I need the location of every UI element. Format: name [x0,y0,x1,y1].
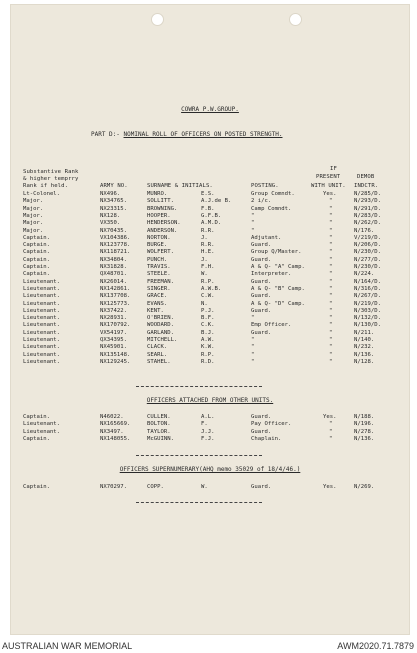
cell-army-no: NX28931. [100,315,127,322]
cell-posting: " [251,358,255,365]
cell-army-no: NX148055. [100,435,131,442]
cell-army-no: NX70297. [100,484,127,490]
document-sheet [10,4,410,635]
cell-posting: 2 i/c. [251,198,272,205]
cell-posting: Guard. [251,307,272,314]
cell-rank: Major. [23,227,44,234]
cell-demob: N/130/D. [354,322,381,329]
cell-surname: O'BRIEN. [147,315,174,322]
cell-initials: K.W. [201,344,215,351]
cell-rank: Captain. [23,234,50,241]
table-row [11,436,409,444]
cell-present: " [329,421,333,428]
cell-posting: Guard. [251,329,272,336]
cell-initials: J. [201,234,208,241]
cell-rank: Lieutenant. [23,278,61,285]
cell-demob: N/232. [354,344,375,351]
cell-army-no: NX26014. [100,278,127,285]
cell-posting: Guard. [251,484,272,490]
table-row [11,359,409,367]
cell-posting: Emp Officer. [251,322,292,329]
cell-army-no: NX45901. [100,344,127,351]
cell-surname: SEARL. [147,351,168,358]
cell-initials: F. [201,421,208,428]
cell-rank: Major. [23,198,44,205]
cell-initials: P.J. [201,307,215,314]
cell-rank: Lieutenant. [23,307,61,314]
cell-present: " [329,351,333,358]
cell-present: " [329,428,333,435]
cell-initials: F.H. [201,264,215,270]
punch-hole-left [151,13,164,26]
cell-posting: A & Q- "A" Camp. [251,264,305,270]
cell-rank: Lt-Colonel. [23,191,61,197]
cell-demob: N/283/D. [354,212,381,219]
cell-surname: BROWNING. [147,205,178,212]
cell-army-no: NX37422. [100,307,127,314]
cell-surname: HOOPER. [147,212,171,219]
cell-posting: Guard. [251,242,272,249]
cell-initials: B.J. [201,329,215,336]
cell-present: " [329,435,333,442]
cell-surname: PUNCH. [147,256,168,263]
cell-surname: SOLLITT. [147,198,174,205]
cell-initials: A.M.D. [201,220,222,227]
cell-present: Yes. [323,191,337,197]
cell-demob: N/206/D. [354,242,381,249]
cell-demob: N/267/D. [354,293,381,300]
cell-demob: V/219/D. [354,234,381,241]
header-posting: POSTING. [251,183,279,189]
cell-rank: Captain. [23,256,50,263]
cell-posting: Pay Officer. [251,421,292,428]
cell-initials: E.S. [201,191,215,197]
cell-demob: N/224. [354,271,375,278]
cell-posting: " [251,227,255,234]
cell-initials: R.D. [201,358,215,365]
attached-heading-text: OFFICERS ATTACHED FROM OTHER UNITS. [146,397,274,404]
cell-present: " [329,300,333,307]
cell-demob: N/285/D. [354,191,381,197]
cell-initials: G.F.B. [201,212,222,219]
cell-surname: SINGER. [147,285,171,292]
cell-rank: Captain. [23,264,50,270]
cell-present: " [329,256,333,263]
cell-surname: McGUINN. [147,435,174,442]
cell-demob: N/211. [354,329,375,336]
cell-rank: Major. [23,212,44,219]
cell-posting: Chaplain. [251,435,282,442]
cell-initials: A.L. [201,414,215,420]
cell-present: " [329,322,333,329]
cell-posting: Interpreter. [251,271,292,278]
cell-demob: N/277/D. [354,256,381,263]
cell-surname: MUNRO. [147,191,168,197]
cell-posting: Camp Comndt. [251,205,292,212]
part-heading-prefix: PART D:- [91,131,120,138]
cell-initials: J.J. [201,428,215,435]
cell-initials: R.P. [201,278,215,285]
cell-rank: Lieutenant. [23,322,61,329]
header-demob-line1: DEMOB [357,174,375,180]
cell-army-no: NX118721. [100,249,131,256]
cell-rank: Lieutenant. [23,285,61,292]
cell-initials: A.J.de B. [201,198,232,205]
cell-demob: N/136. [354,351,375,358]
cell-demob: N/176. [354,227,375,234]
cell-posting: " [251,344,255,351]
cell-surname: WOLFERT. [147,249,174,256]
cell-posting: Guard. [251,278,272,285]
cell-surname: GARLAND. [147,329,174,336]
cell-rank: Lieutenant. [23,344,61,351]
cell-posting: Guard. [251,414,272,420]
header-present-line3: WITH UNIT. [311,183,346,189]
cell-surname: COPP. [147,484,164,490]
cell-demob: N/291/D. [354,205,381,212]
separator-1 [136,386,262,387]
cell-present: " [329,227,333,234]
cell-present: " [329,315,333,322]
cell-posting: Group Comndt. [251,191,295,197]
cell-initials: F.B. [201,205,215,212]
cell-present: " [329,278,333,285]
cell-present: " [329,220,333,227]
cell-demob: N/293/D. [354,198,381,205]
cell-demob: N/316/D. [354,285,381,292]
separator-3 [136,502,262,503]
table-row [11,484,409,492]
cell-initials: H.E. [201,249,215,256]
cell-surname: NORTON. [147,234,171,241]
cell-army-no: NX170792. [100,322,131,329]
cell-initials: R.P. [201,351,215,358]
cell-army-no: NX70435. [100,227,127,234]
cell-rank: Lieutenant. [23,421,61,428]
cell-rank: Captain. [23,249,50,256]
cell-rank: Lieutenant. [23,329,61,336]
cell-initials: W. [201,271,208,278]
cell-present: " [329,285,333,292]
cell-surname: STAHEL. [147,358,171,365]
header-surname: SURNAME & INITIALS. [147,183,213,189]
cell-present: Yes. [323,484,337,490]
cell-demob: N/230/D. [354,264,381,270]
cell-demob: N/196. [354,421,375,428]
cell-initials: B.F. [201,315,215,322]
cell-posting: Guard. [251,256,272,263]
cell-demob: N/188. [354,414,375,420]
cell-surname: CLACK. [147,344,168,351]
cell-demob: N/230/D. [354,249,381,256]
header-rank-line2: & higher temprry [23,176,79,182]
cell-present: " [329,337,333,343]
cell-rank: Captain. [23,271,50,278]
cell-present: " [329,234,333,241]
cell-posting: Adjutant. [251,234,282,241]
cell-present: " [329,212,333,219]
cell-army-no: NX31828. [100,264,127,270]
cell-rank: Lieutenant. [23,337,61,343]
cell-posting: Guard. [251,428,272,435]
header-present-line1: IF [330,166,337,172]
cell-army-no: NX165669. [100,421,131,428]
supernumerary-heading [11,466,409,473]
cell-surname: TRAVIS. [147,264,171,270]
cell-surname: HENDERSON. [147,220,181,227]
archive-footer [0,639,417,653]
cell-surname: ANDERSON. [147,227,178,234]
part-heading [91,131,282,138]
cell-present: " [329,249,333,256]
cell-posting: " [251,212,255,219]
cell-surname: STEELE. [147,271,171,278]
cell-army-no: NX34804. [100,256,127,263]
cell-surname: FREEMAN. [147,278,174,285]
header-demob-line2: INDCTR. [354,183,379,189]
cell-present: " [329,293,333,300]
cell-rank: Lieutenant. [23,358,61,365]
cell-army-no: VX350. [100,220,121,227]
cell-demob: N/278. [354,428,375,435]
cell-present: " [329,242,333,249]
footer-institution: AUSTRALIAN WAR MEMORIAL [2,641,133,651]
cell-initials: C.W. [201,293,215,300]
cell-initials: R.R. [201,227,215,234]
cell-surname: BOLTON. [147,421,171,428]
cell-demob: N/269. [354,484,375,490]
cell-army-no: NX34765. [100,198,127,205]
cell-surname: KENT. [147,307,164,314]
cell-posting: " [251,220,255,227]
cell-army-no: NX123778. [100,242,131,249]
cell-rank: Captain. [23,435,50,442]
cell-army-no: NX129245. [100,358,131,365]
cell-present: " [329,205,333,212]
cell-rank: Captain. [23,414,50,420]
supernumerary-heading-text: OFFICERS SUPERNUMERARY(AHQ memo 35029 of 18/4/46.) [119,466,301,473]
cell-initials: A.W.B. [201,285,222,292]
cell-demob: N/136. [354,435,375,442]
cell-present: " [329,264,333,270]
cell-surname: BURGE. [147,242,168,249]
cell-army-no: N46022. [100,414,124,420]
cell-demob: N/132/D. [354,315,381,322]
cell-army-no: VX54197. [100,329,127,336]
cell-rank: Lieutenant. [23,315,61,322]
cell-present: " [329,358,333,365]
cell-army-no: QX48701. [100,271,127,278]
cell-army-no: QX34395. [100,337,127,343]
cell-rank: Captain. [23,242,50,249]
cell-initials: N. [201,300,208,307]
cell-demob: N/140. [354,337,375,343]
header-rank-line3: Rank if held. [23,183,69,189]
cell-rank: Captain. [23,484,50,490]
cell-present: " [329,271,333,278]
punch-hole-right [289,13,302,26]
cell-demob: N/262/D. [354,220,381,227]
cell-demob: N/128. [354,358,375,365]
cell-present: " [329,198,333,205]
header-rank-line1: Substantive Rank [23,169,79,175]
cell-present: " [329,329,333,336]
cell-present: " [329,307,333,314]
cell-surname: GRACE. [147,293,168,300]
camp-title: COWRA P.W.GROUP. [181,106,239,113]
cell-army-no: NX135148. [100,351,131,358]
cell-army-no: NX125773. [100,300,131,307]
header-present-line2: PRESENT [316,174,341,180]
cell-army-no: NX496. [100,191,121,197]
cell-surname: TAYLOR. [147,428,171,435]
cell-initials: F.J. [201,435,215,442]
separator-2 [136,455,262,456]
cell-posting: A & Q- "B" Camp. [251,285,305,292]
cell-posting: Group Q/Master. [251,249,302,256]
cell-posting: " [251,337,255,343]
cell-rank: Lieutenant. [23,300,61,307]
cell-army-no: NX128. [100,212,121,219]
cell-surname: WOODARD. [147,322,174,329]
cell-rank: Lieutenant. [23,351,61,358]
header-army-no: ARMY NO. [100,183,128,189]
cell-surname: EVANS. [147,300,168,307]
cell-demob: N/219/D. [354,300,381,307]
cell-present: Yes. [323,414,337,420]
cell-surname: CULLEN. [147,414,171,420]
cell-posting: Guard. [251,293,272,300]
cell-posting: " [251,351,255,358]
cell-posting: A & Q- "D" Camp. [251,300,305,307]
cell-rank: Major. [23,205,44,212]
cell-rank: Lieutenant. [23,293,61,300]
cell-army-no: NX137708. [100,293,131,300]
cell-initials: W. [201,484,208,490]
footer-item-id: AWM2020.71.7879 [337,641,414,651]
cell-rank: Major. [23,220,44,227]
cell-rank: Lieutenant. [23,428,61,435]
cell-army-no: VX104386. [100,234,131,241]
cell-posting: " [251,315,255,322]
cell-demob: N/164/D. [354,278,381,285]
cell-initials: J. [201,256,208,263]
cell-initials: R.R. [201,242,215,249]
cell-present: " [329,344,333,351]
cell-army-no: NX3497. [100,428,124,435]
cell-demob: N/303/D. [354,307,381,314]
cell-army-no: NX142861. [100,285,131,292]
cell-surname: MITCHELL. [147,337,178,343]
part-heading-text: NOMINAL ROLL OF OFFICERS ON POSTED STRENGTH. [123,131,283,138]
cell-initials: C.K. [201,322,215,329]
cell-initials: A.W. [201,337,215,343]
attached-heading [11,397,409,404]
cell-army-no: NX23315. [100,205,127,212]
